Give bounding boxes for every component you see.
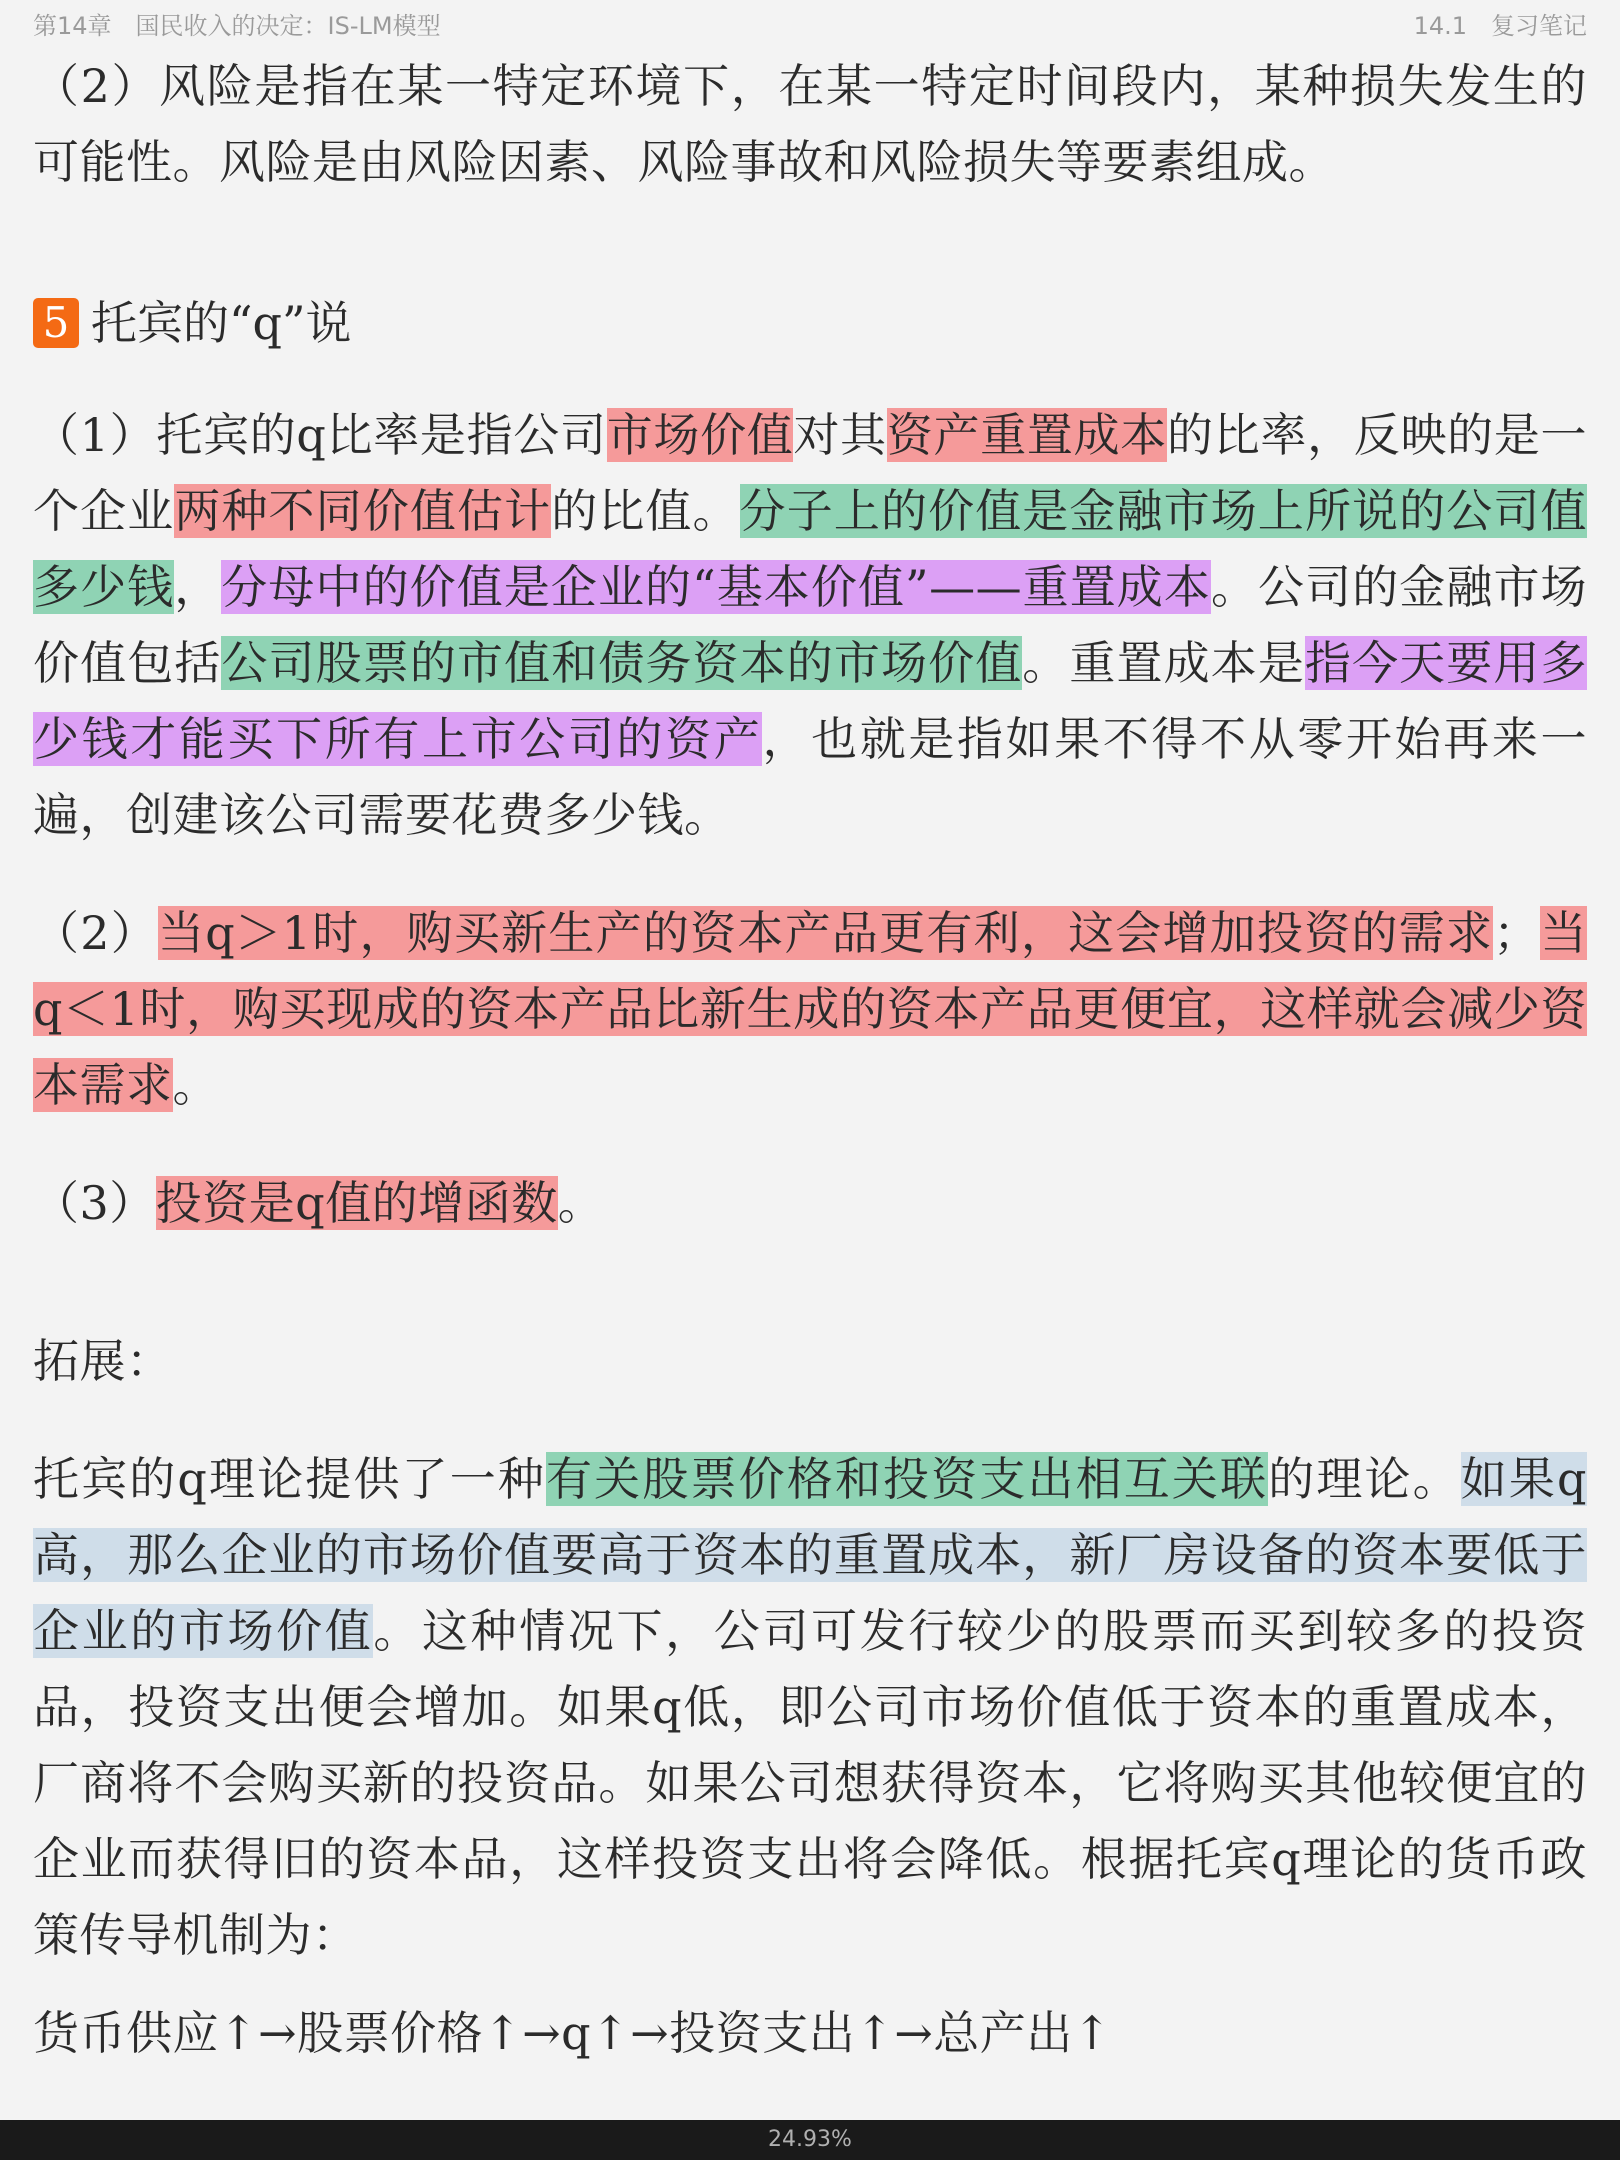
paragraph-investment-function bbox=[33, 1165, 1587, 1241]
highlight-purple: 指今天要用多少钱才能买下所有上市公司的资产 bbox=[33, 636, 1587, 766]
highlight-green: 分子上的价值是金融市场上所说的公司值多少钱 bbox=[33, 484, 1587, 614]
paragraph-extension bbox=[33, 1441, 1587, 1973]
risk-paragraph: （2）风险是指在某一特定环境下，在某一特定时间段内，某种损失发生的可能性。风险是由风险因素、风险事故和风险损失等要素组成。 bbox=[33, 59, 1587, 189]
highlight-red: 当q＜1时，购买现成的资本产品比新生成的资本产品更便宜，这样就会减少资本需求 bbox=[33, 906, 1587, 1112]
highlight-green: 有关股票价格和投资支出相互关联 bbox=[546, 1452, 1269, 1506]
text-run: ； bbox=[1493, 906, 1540, 960]
text-run: （2） bbox=[33, 906, 158, 960]
text-run: 。 bbox=[557, 1176, 605, 1230]
text-run: 的比值。 bbox=[551, 484, 740, 538]
text-run: 的比率，反映的是一个企业 bbox=[33, 408, 1588, 538]
text-run: 的理论。 bbox=[1268, 1452, 1461, 1506]
paragraph-q-conditions bbox=[33, 895, 1587, 1123]
section-number: 14.1 bbox=[1413, 12, 1467, 40]
header-chapter bbox=[33, 6, 441, 41]
text-run: 。这种情况下，公司可发行较少的股票而买到较多的投资品，投资支出便会增加。如果q低，即公司市场价值低于资本的重置成本，厂商将不会购买新的投资品。如果公司想获得资本，它将购买其他较便宜的企业而获得旧的资本品，这样投资支出将会降低。根据托宾q理论的货币政策传导机制为： bbox=[33, 1604, 1588, 1962]
paragraph-q-ratio bbox=[33, 397, 1587, 853]
text-run: 。 bbox=[172, 1058, 219, 1112]
text-run: 。公司的金融市场价值包括 bbox=[33, 560, 1588, 690]
header-section bbox=[1414, 6, 1587, 41]
highlight-purple: 分母中的价值是企业的“基本价值”——重置成本 bbox=[221, 560, 1211, 614]
highlight-green: 公司股票的市值和债务资本的市场价值 bbox=[221, 636, 1023, 690]
highlight-red: 资产重置成本 bbox=[886, 408, 1167, 462]
highlight-red: 当q＞1时，购买新生产的资本产品更有利，这会增加投资的需求 bbox=[158, 906, 1494, 960]
progress-percent: 24.93% bbox=[768, 2127, 852, 2152]
text-run: 。重置成本是 bbox=[1022, 636, 1305, 690]
highlight-red: 市场价值 bbox=[606, 408, 794, 462]
section-title: 复习笔记 bbox=[1491, 12, 1587, 40]
chapter-number: 第14章 bbox=[33, 12, 112, 40]
text-run: 对其 bbox=[793, 408, 887, 462]
reading-progress-bar bbox=[0, 2120, 1620, 2160]
text-run: （1）托宾的q比率是指公司 bbox=[33, 408, 607, 462]
text-run: 托宾的q理论提供了一种 bbox=[33, 1452, 547, 1506]
reading-content bbox=[33, 48, 1587, 2071]
text-run: （3） bbox=[33, 1176, 156, 1230]
highlight-red: 投资是q值的增函数 bbox=[155, 1176, 558, 1230]
section-number-badge: 5 bbox=[33, 298, 79, 348]
text-run: ， bbox=[174, 560, 222, 614]
chapter-title: 国民收入的决定：IS-LM模型 bbox=[135, 12, 441, 40]
section-heading-text: 托宾的“q”说 bbox=[91, 296, 352, 350]
extension-label: 拓展： bbox=[33, 1334, 173, 1388]
highlight-blue: 如果q高，那么企业的市场价值要高于资本的重置成本，新厂房设备的资本要低于企业的市场价值 bbox=[33, 1452, 1587, 1658]
highlight-red: 两种不同价值估计 bbox=[174, 484, 552, 538]
section-heading bbox=[33, 285, 1587, 361]
transmission-mechanism: 货币供应↑→股票价格↑→q↑→投资支出↑→总产出↑ bbox=[33, 2006, 1112, 2060]
page-header bbox=[0, 0, 1620, 42]
text-run: ，也就是指如果不得不从零开始再来一遍，创建该公司需要花费多少钱。 bbox=[33, 712, 1588, 842]
